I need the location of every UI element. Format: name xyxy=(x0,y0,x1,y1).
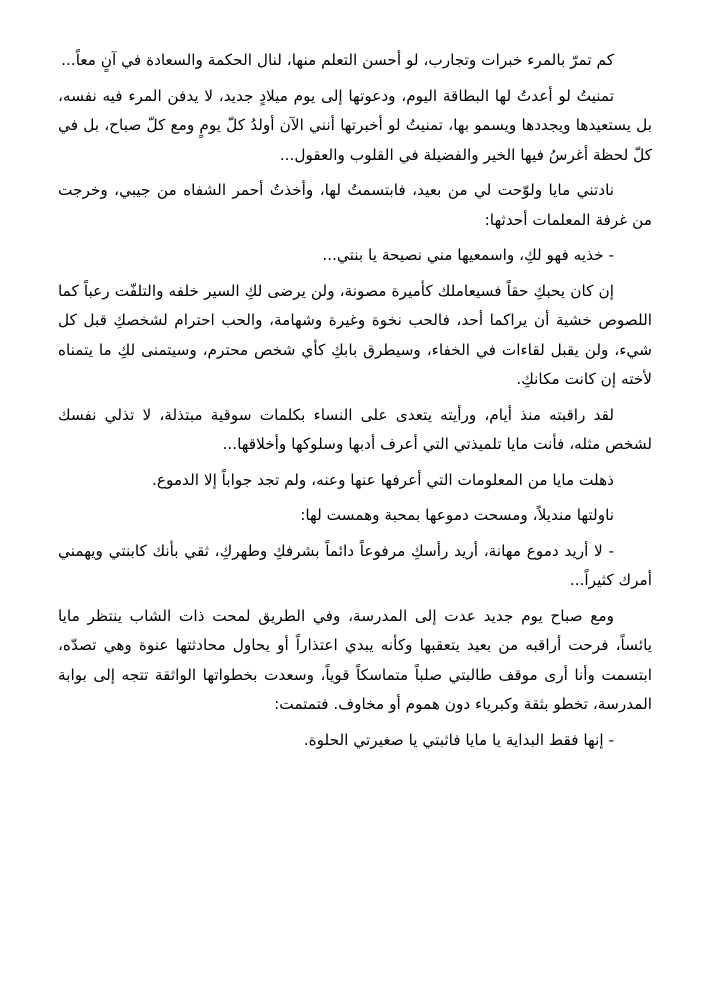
paragraph-8: ناولتها منديلاً، ومسحت دموعها بمحبة وهمست لها: xyxy=(300,506,614,524)
paragraph-5: إن كان يحبكِ حقاً فسيعاملك كأميرة مصونة، ولن يرضى لكِ السير خلفه والتلفّت رعباً كما اللصوص خشية أن يراكما أحد، فالحب نخوة وغيرة وشهامة، والحب احترام لشخصكِ قبل كل شيء، ولن يقبل لقاءات في الخفاء، وسيطرق بابكِ كأي شخص محترم، وسيتمنى لكِ ما يتمناه لأخته إن كانت مكانكِ. xyxy=(58,281,652,388)
paragraph-3: نادتني مايا ولوّحت لي من بعيد، فابتسمتُ لها، وأخذتُ أحمر الشفاه من جيبي، وخرجت من غرفة المعلمات أحدثها: xyxy=(58,181,652,229)
paragraph-1: كم تمرّ بالمرء خبرات وتجارب، لو أحسن التعلم منها، لنال الحكمة والسعادة في آنٍ معاً... xyxy=(61,51,614,69)
paragraph-6: لقد راقبته منذ أيام، ورأيته يتعدى على النساء بكلمات سوقية مبتذلة، لا تذلي نفسك لشخص مثله، فأنت مايا تلميذتي التي أعرف أدبها وسلوكها وأخلاقها... xyxy=(58,405,652,453)
paragraph-2: تمنيتُ لو أعدتُ لها البطاقة اليوم، ودعوتها إلى يوم ميلادٍ جديد، لا يدفن المرء فيه نفسه، بل يستعيدها ويجددها ويسمو بها، تمنيتُ لو أخبرتها أنني الآن أولدُ كلّ يومٍ ومع كلّ صباح، بل في كلّ لحظة أغرسُ فيها الخير والفضيلة في القلوب والعقول... xyxy=(58,86,652,164)
paragraph-11: - إنها فقط البداية يا مايا فاثبتي يا صغيرتي الحلوة. xyxy=(303,730,614,749)
paragraph-4: - خذيه فهو لكِ، واسمعيها مني نصيحة يا بنتي... xyxy=(322,246,614,264)
paragraph-10: ومع صباح يوم جديد عدت إلى المدرسة، وفي الطريق لمحت ذات الشاب ينتظر مايا يائساً، فرحت أراقبه من بعيد يتعقبها وكأنه يبدي اعتذاراً أو يحاول محادثتها عنوة وهي تصدّه، ابتسمت وأنا أرى موقف طالبتي صلباً متماسكاً قوياً، وسعدت بخطواتها الواثقة تتجه إلى بوابة المدرسة، تخطو بثقة وكبرياء دون هموم أو مخاوف. فتمتمت: xyxy=(58,606,652,713)
paragraph-9: - لا أريد دموع مهانة، أريد رأسكِ مرفوعاً دائماً بشرفكِ وطهركِ، ثقي بأنك كابنتي ويهمني أمرك كثيراً... xyxy=(58,541,652,589)
paragraph-7: ذهلت مايا من المعلومات التي أعرفها عنها وعنه، ولم تجد جواباً إلا الدموع. xyxy=(151,470,614,489)
